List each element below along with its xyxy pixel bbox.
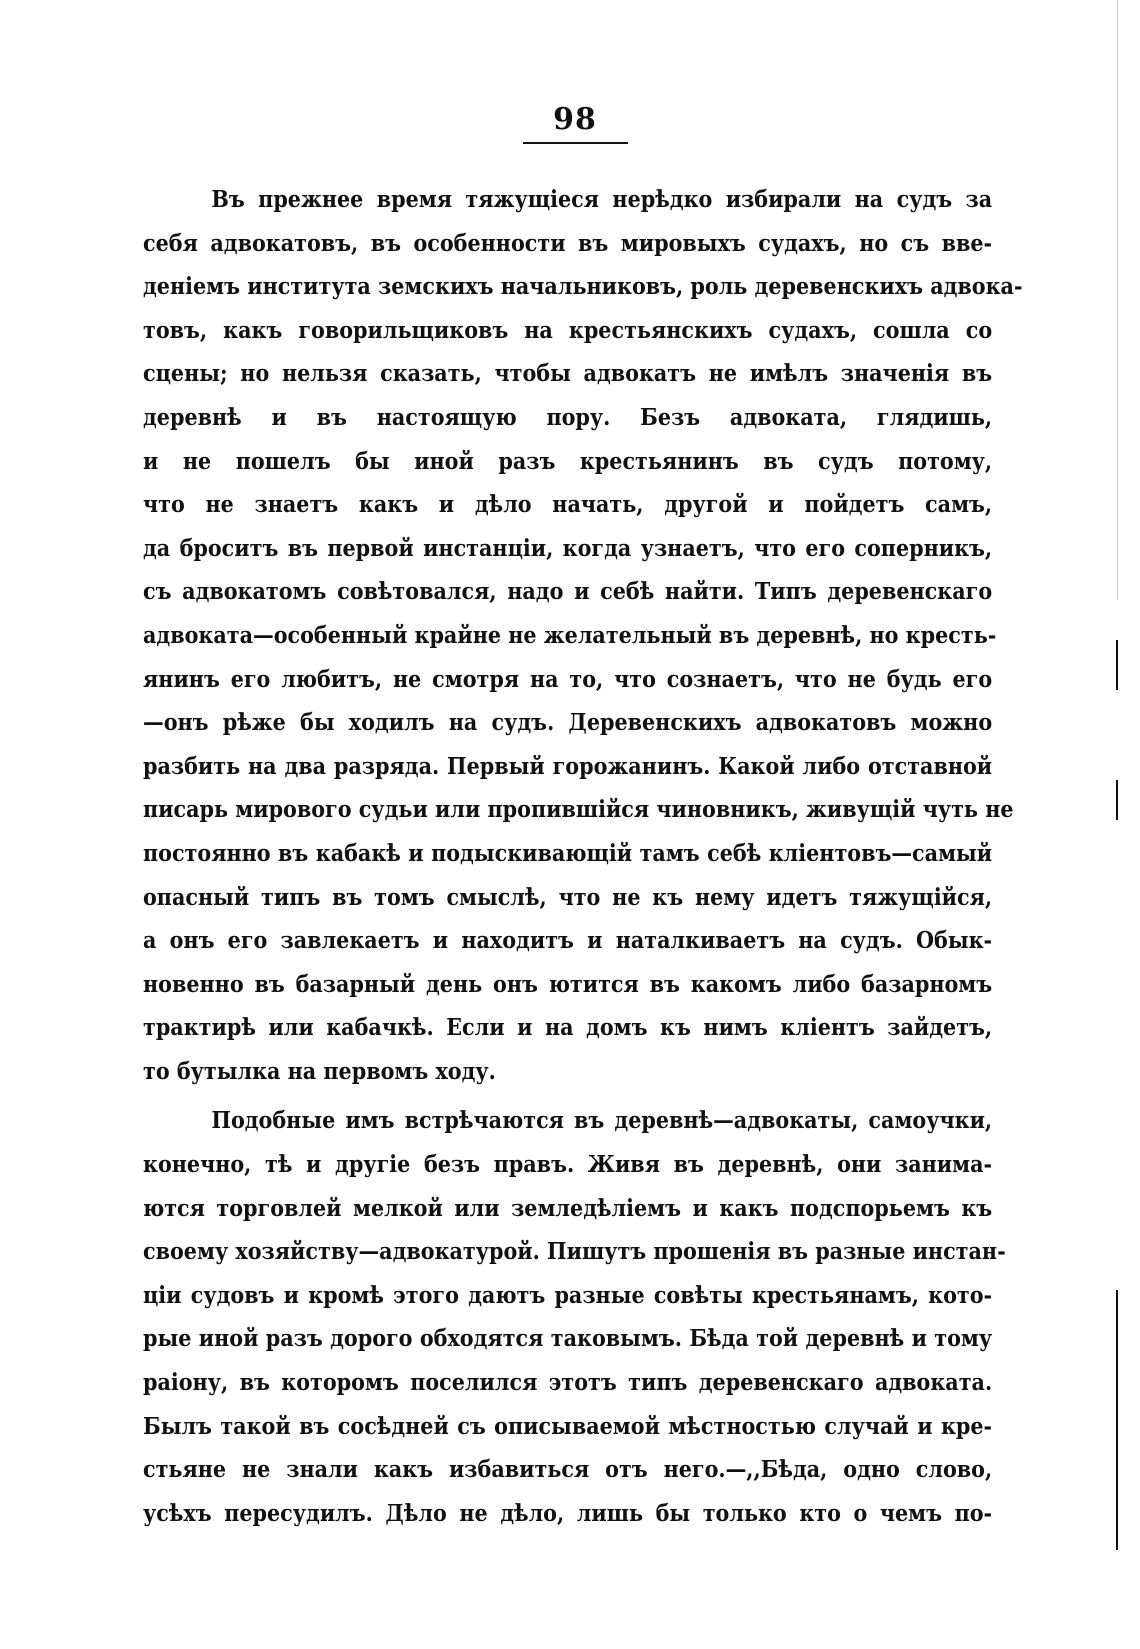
text-line: и не пошелъ бы иной разъ крестьянинъ въ судъ потому, (143, 447, 993, 475)
page-number: 98 (553, 102, 597, 137)
text-line: съ адвокатомъ совѣтовался, надо и себѣ найти. Типъ деревенскаго (143, 578, 993, 606)
text-line: опасный типъ въ томъ смыслѣ, что не къ нему идетъ тяжущійся, (143, 883, 993, 911)
text-line: ются торговлей мелкой или земледѣліемъ и какъ подспорьемъ къ (143, 1194, 993, 1222)
text-line: то бутылка на первомъ ходу. (143, 1057, 496, 1085)
page-edge-shadow (1117, 0, 1118, 600)
text-line: раіону, въ которомъ поселился этотъ типъ деревенскаго адвоката. (143, 1369, 993, 1397)
text-line: постоянно въ кабакѣ и подыскивающій тамъ себѣ кліентовъ—самый (143, 839, 993, 867)
page-number-rule (523, 142, 628, 144)
text-line: Былъ такой въ сосѣдней съ описываемой мѣстностью случай и кре- (143, 1412, 993, 1440)
text-line: Подобные имъ встрѣчаются въ деревнѣ—адвокаты, самоучки, (211, 1107, 993, 1135)
text-line: конечно, тѣ и другіе безъ правъ. Живя въ деревнѣ, они занима- (143, 1151, 993, 1179)
text-line: —онъ рѣже бы ходилъ на судъ. Деревенскихъ адвокатовъ можно (143, 709, 993, 737)
text-line: ціи судовъ и кромѣ этого даютъ разные совѣты крестьянамъ, кото- (143, 1281, 993, 1309)
text-line: адвоката—особенный крайне не желательный въ деревнѣ, но кресть- (143, 621, 997, 649)
text-line: деревнѣ и въ настоящую пору. Безъ адвоката, глядишь, (143, 403, 993, 431)
paragraph-1 (143, 178, 1023, 1093)
text-line: Въ прежнее время тяжущіеся нерѣдко избирали на судъ за (211, 186, 993, 213)
text-line: рые иной разъ дорого обходятся таковымъ. Бѣда той деревнѣ и тому (143, 1325, 993, 1353)
text-line: новенно въ базарный день онъ ютится въ какомъ либо базарномъ (143, 970, 993, 998)
text-line: писарь мирового судьи или пропившійся чиновникъ, живущій чуть не (143, 796, 1014, 824)
text-line: стьяне не знали какъ избавиться отъ него.—,,Бѣда, одно слово, (143, 1456, 993, 1484)
text-line: усѣхъ пересудилъ. Дѣло не дѣло, лишь бы только кто о чемъ по- (143, 1499, 993, 1527)
text-line: деніемъ института земскихъ начальниковъ, роль деревенскихъ адвока- (143, 273, 1023, 301)
text-line: что не знаетъ какъ и дѣло начать, другой и пойдетъ самъ, (143, 491, 993, 519)
text-line: разбить на два разряда. Первый горожанинъ. Какой либо отставной (143, 752, 993, 780)
text-line: трактирѣ или кабачкѣ. Если и на домъ къ нимъ кліентъ зайдетъ, (143, 1014, 993, 1042)
text-line: своему хозяйству—адвокатурой. Пишутъ прошенія въ разные инстан- (143, 1238, 1006, 1266)
paragraph-2 (143, 1099, 1006, 1535)
text-line: да броситъ въ первой инстанціи, когда узнаетъ, что его соперникъ, (143, 534, 993, 562)
page-edge-mark (1116, 640, 1118, 690)
text-line: сцены; но нельзя сказать, чтобы адвокатъ не имѣлъ значенія въ (143, 360, 993, 388)
text-line: себя адвокатовъ, въ особенности въ мировыхъ судахъ, но съ вве- (143, 229, 993, 257)
page-edge-mark (1116, 1290, 1118, 1550)
body-text (143, 178, 1023, 1535)
text-line: а онъ его завлекаетъ и находитъ и наталкиваетъ на судъ. Обык- (143, 927, 993, 955)
text-line: янинъ его любитъ, не смотря на то, что сознаетъ, что не будь его (143, 665, 993, 693)
text-line: товъ, какъ говорильщиковъ на крестьянскихъ судахъ, сошла со (143, 316, 993, 344)
page-edge-mark (1116, 780, 1118, 820)
